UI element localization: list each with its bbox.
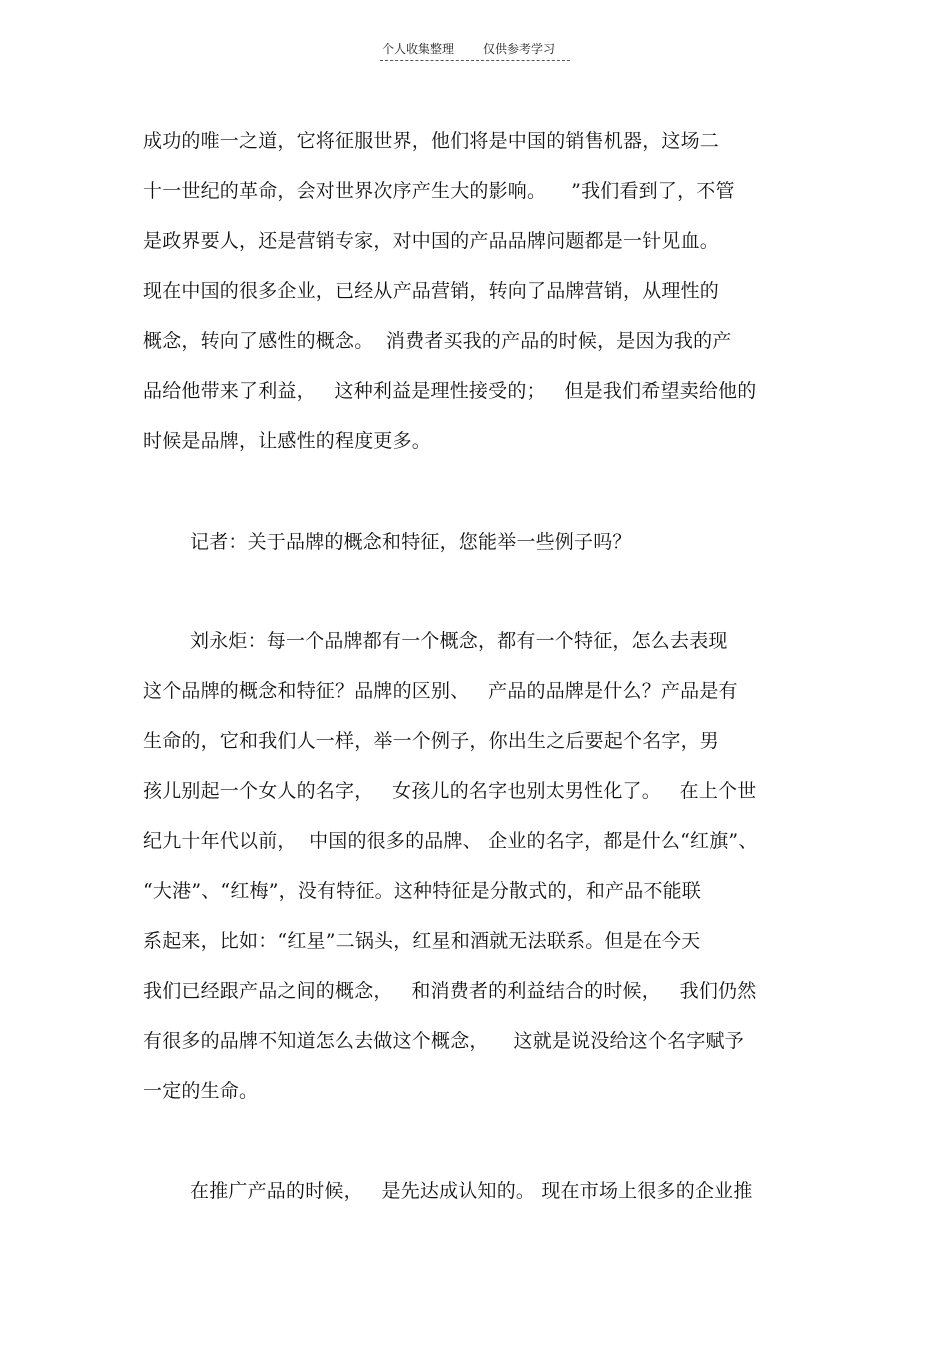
header-left-text: 个人收集整理 [382,42,455,56]
text-line: 概念，转向了感性的概念。 消费者买我的产品的时候，是因为我的产 [143,330,732,352]
paragraph-reporter-question: 记者：关于品牌的概念和特征，您能举一些例子吗？ [190,531,632,553]
paragraph-answer-start: 刘永炬：每一个品牌都有一个概念，都有一个特征，怎么去表现 [190,630,728,652]
text-line: 是政界要人，还是营销专家，对中国的产品品牌问题都是一针见血。 [143,230,720,252]
header-right-text: 仅供参考学习 [483,42,556,56]
text-line: 一定的生命。 [143,1080,259,1102]
text-line: 十一世纪的革命，会对世界次序产生大的影响。 ”我们看到了，不管 [143,180,735,202]
text-line: “大港”、“红梅”，没有特征。这种特征是分散式的，和产品不能联 [143,880,702,902]
text-line: 纪九十年代以前， 中国的很多的品牌、 企业的名字，都是什么“红旗”、 [143,830,758,852]
paragraph-promotion-start: 在推广产品的时候， 是先达成认知的。 现在市场上很多的企业推 [190,1180,753,1202]
text-line: 成功的唯一之道，它将征服世界，他们将是中国的销售机器，这场二 [143,130,720,152]
text-line: 品给他带来了利益， 这种利益是理性接受的； 但是我们希望卖给他的 [143,380,757,402]
page-header [380,38,570,61]
text-line: 系起来，比如：“红星”二锅头，红星和酒就无法联系。但是在今天 [143,930,701,952]
text-line: 时候是品牌，让感性的程度更多。 [143,430,432,452]
text-line: 现在中国的很多企业，已经从产品营销，转向了品牌营销，从理性的 [143,280,720,302]
text-line: 我们已经跟产品之间的概念， 和消费者的利益结合的时候， 我们仍然 [143,980,757,1002]
text-line: 有很多的品牌不知道怎么去做这个概念， 这就是说没给这个名字赋予 [143,1030,744,1052]
text-line: 生命的，它和我们人一样，举一个例子，你出生之后要起个名字，男 [143,730,720,752]
text-line: 这个品牌的概念和特征？品牌的区别、 产品的品牌是什么？产品是有 [143,680,738,702]
text-line: 孩儿别起一个女人的名字， 女孩儿的名字也别太男性化了。 在上个世 [143,780,757,802]
